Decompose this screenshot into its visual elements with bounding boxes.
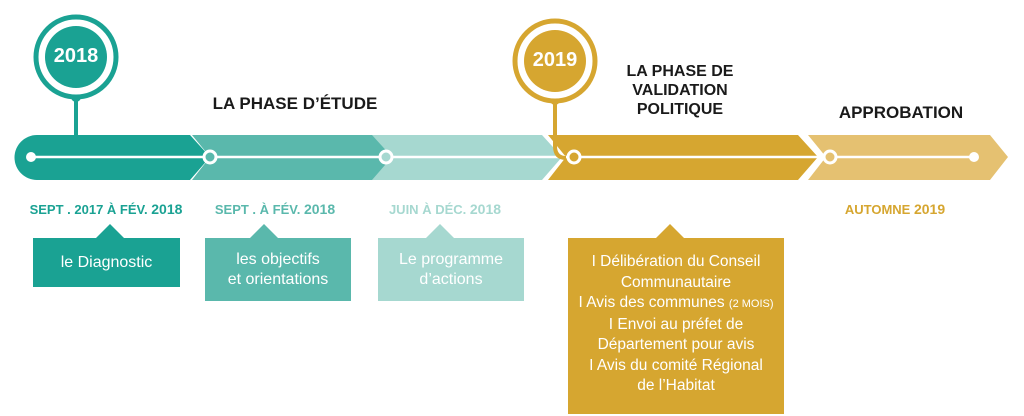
validation-item: I Délibération du Conseil bbox=[591, 253, 761, 270]
phase-etude-title: LA PHASE D’ÉTUDE bbox=[212, 94, 378, 113]
box-pointer bbox=[250, 224, 278, 238]
validation-item-text: I Avis des communes bbox=[578, 294, 725, 311]
phase-validation-line: POLITIQUE bbox=[636, 101, 724, 118]
date-part: SEPT . À FÉV. bbox=[214, 202, 301, 217]
date-programme bbox=[370, 201, 520, 217]
phase-validation-line: VALIDATION bbox=[632, 82, 728, 99]
date-part: SEPT . 2017 À FÉV. bbox=[29, 202, 148, 217]
validation-item: Communautaire bbox=[620, 273, 732, 291]
validation-item: I Envoi au préfet de bbox=[608, 315, 744, 333]
phase-validation-line: LA PHASE DE bbox=[626, 63, 734, 80]
validation-item bbox=[568, 293, 784, 315]
date-approbation bbox=[820, 201, 970, 217]
box-diagnostic: le Diagnostic bbox=[60, 253, 153, 271]
validation-item-note: (2 MOIS) bbox=[728, 298, 774, 310]
date-part: À DÉC. bbox=[422, 202, 467, 217]
box-line: Le programme bbox=[398, 250, 504, 268]
box-line: et orientations bbox=[227, 270, 329, 288]
date-part: JUIN bbox=[388, 202, 419, 217]
box-pointer bbox=[656, 224, 684, 238]
box-pointer bbox=[426, 224, 454, 238]
box-programme bbox=[378, 238, 524, 301]
date-diagnostic bbox=[14, 201, 198, 217]
year-label-2019: 2019 bbox=[532, 49, 578, 71]
year-label-2018: 2018 bbox=[53, 45, 99, 67]
box-line: d’actions bbox=[419, 270, 483, 288]
phase-validation-title bbox=[600, 62, 760, 119]
timeline-dot bbox=[969, 152, 979, 162]
timeline-dot bbox=[568, 151, 580, 163]
date-part: 2018 bbox=[303, 201, 336, 217]
validation-item: I Avis du comité Régional bbox=[589, 356, 763, 374]
date-part: 2018 bbox=[151, 201, 183, 217]
timeline-dot bbox=[380, 151, 392, 163]
validation-item: de l’Habitat bbox=[637, 377, 715, 394]
date-part: AUTOMNE bbox=[844, 202, 911, 217]
timeline-dot bbox=[26, 152, 36, 162]
timeline-dot bbox=[824, 151, 836, 163]
timeline-dot bbox=[204, 151, 216, 163]
validation-list bbox=[568, 252, 784, 397]
box-line: les objectifs bbox=[236, 250, 320, 268]
box-objectifs bbox=[205, 238, 351, 301]
phase-approbation-title: APPROBATION bbox=[838, 103, 964, 122]
date-part: 2018 bbox=[469, 201, 502, 217]
date-part: 2019 bbox=[913, 201, 946, 217]
validation-item: Département pour avis bbox=[597, 336, 755, 353]
box-pointer bbox=[96, 224, 124, 238]
date-objectifs bbox=[200, 201, 350, 217]
